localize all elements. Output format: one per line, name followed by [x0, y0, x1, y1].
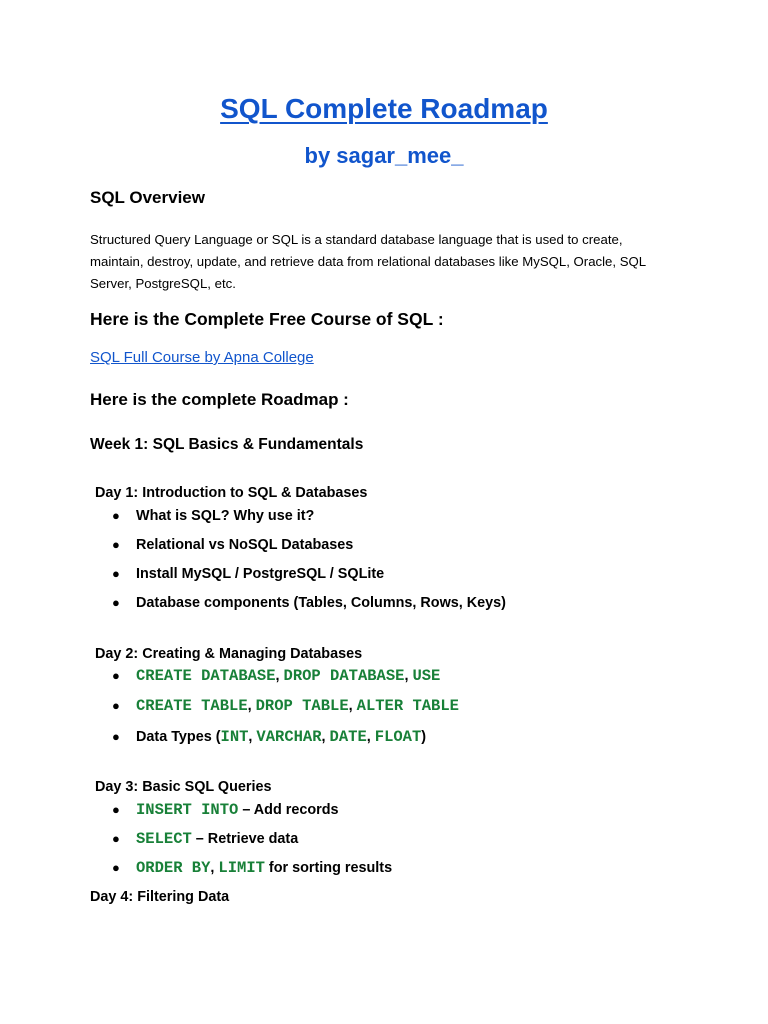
sql-keyword: CREATE DATABASE	[136, 667, 276, 685]
sql-keyword: LIMIT	[218, 859, 265, 877]
bullet-icon: ●	[112, 566, 120, 581]
overview-heading: SQL Overview	[90, 188, 205, 207]
sql-keyword: DROP TABLE	[255, 697, 349, 715]
sql-keyword: INSERT INTO	[136, 801, 239, 819]
sql-type: INT	[220, 728, 249, 746]
roadmap-heading: Here is the complete Roadmap :	[90, 390, 349, 409]
list-item	[112, 595, 506, 611]
bullet-icon: ●	[112, 831, 120, 846]
list-item-text: Relational vs NoSQL Databases	[136, 537, 354, 553]
day-3-label: Day 3: Basic SQL Queries	[95, 779, 272, 795]
separator: ,	[248, 729, 257, 745]
list-item-text: Install MySQL / PostgreSQL / SQLite	[136, 566, 385, 582]
bullet-icon: ●	[112, 860, 120, 875]
bullet-icon: ●	[112, 537, 120, 552]
list-item-text: for sorting results	[264, 860, 393, 876]
overview-line: Structured Query Language or SQL is a standard database language that is used to create,	[90, 232, 623, 247]
day-1-label: Day 1: Introduction to SQL & Databases	[95, 485, 368, 501]
author-subtitle: by sagar_mee_	[304, 143, 464, 168]
list-item	[112, 801, 339, 819]
sql-keyword: CREATE TABLE	[136, 697, 248, 715]
course-heading: Here is the Complete Free Course of SQL :	[90, 309, 444, 329]
overview-line: Server, PostgreSQL, etc.	[90, 276, 236, 291]
separator: ,	[348, 698, 357, 714]
bullet-icon: ●	[112, 729, 120, 744]
sql-type: DATE	[329, 728, 367, 746]
bullet-icon: ●	[112, 508, 120, 523]
list-item	[112, 830, 298, 848]
bullet-icon: ●	[112, 802, 120, 817]
sql-keyword: USE	[412, 667, 441, 685]
bullet-icon: ●	[112, 668, 120, 683]
list-item-text: – Add records	[238, 802, 339, 818]
list-item	[112, 859, 392, 877]
sql-keyword: DROP DATABASE	[283, 667, 405, 685]
list-item-text: Data Types (	[136, 729, 221, 745]
separator: ,	[366, 729, 375, 745]
overview-paragraph	[90, 229, 680, 295]
list-item	[112, 508, 314, 524]
list-item	[112, 566, 384, 582]
page-title: SQL Complete Roadmap	[220, 93, 548, 124]
separator: ,	[275, 668, 284, 684]
separator: ,	[210, 860, 219, 876]
list-item	[112, 537, 353, 553]
day-2-label: Day 2: Creating & Managing Databases	[95, 646, 363, 662]
sql-keyword: ALTER TABLE	[356, 697, 459, 715]
separator: ,	[404, 668, 413, 684]
sql-type: FLOAT	[374, 728, 422, 746]
sql-keyword: SELECT	[136, 830, 192, 848]
overview-line: maintain, destroy, update, and retrieve data from relational databases like MySQL, Oracle, SQL	[90, 254, 647, 269]
sql-type: VARCHAR	[256, 728, 322, 746]
list-item-text: What is SQL? Why use it?	[136, 508, 315, 524]
list-item-text: – Retrieve data	[191, 831, 299, 847]
list-item-text: )	[421, 729, 427, 745]
bullet-icon: ●	[112, 698, 120, 713]
list-item	[112, 667, 440, 685]
list-item	[112, 728, 426, 746]
list-item-text: Database components (Tables, Columns, Rows, Keys)	[136, 595, 506, 611]
day-4-label: Day 4: Filtering Data	[90, 889, 230, 905]
sql-keyword: ORDER BY	[136, 859, 211, 877]
separator: ,	[321, 729, 330, 745]
week-1-heading: Week 1: SQL Basics & Fundamentals	[90, 436, 364, 453]
bullet-icon: ●	[112, 595, 120, 610]
separator: ,	[247, 698, 256, 714]
list-item	[112, 697, 459, 715]
course-link[interactable]: SQL Full Course by Apna College	[90, 349, 314, 366]
